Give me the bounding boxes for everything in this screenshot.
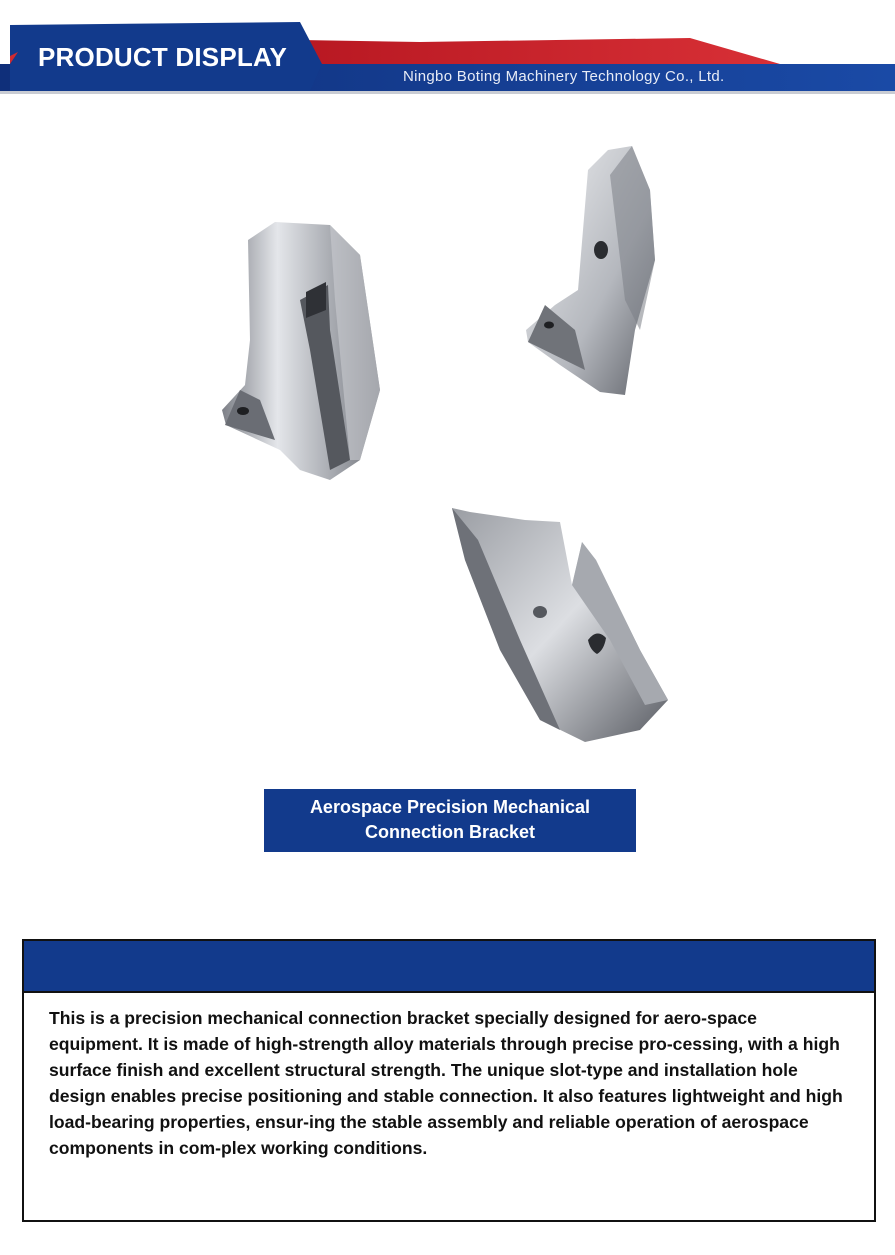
product-photo [0, 110, 895, 770]
caption-line-1: Aerospace Precision Mechanical [309, 797, 591, 817]
bracket-right [526, 146, 655, 395]
page-title: PRODUCT DISPLAY [38, 42, 288, 72]
bracket-left [222, 222, 380, 480]
header-banner [0, 0, 895, 100]
caption-line-2: Connection Bracket [364, 822, 536, 842]
bracket-illustration [0, 110, 895, 770]
product-caption [264, 789, 636, 852]
description-text: This is a precision mechanical connection bracket specially designed for aero-space equipment. It is made of high-strength alloy materials through precise pro-cessing, with a high surface finish and excellent structural strength. The unique slot-type and installation hole design enables precise positioning and stable connection. It also features lightweight and high load-bearing properties, ensur-ing the stable assembly and reliable operation of aerospace components in com-plex working conditions. [49, 1008, 843, 1158]
bracket-bottom [452, 508, 668, 742]
description-panel [22, 939, 876, 1222]
company-name: Ningbo Boting Machinery Technology Co., Ltd. [403, 68, 725, 85]
description-header-bar [24, 941, 874, 993]
